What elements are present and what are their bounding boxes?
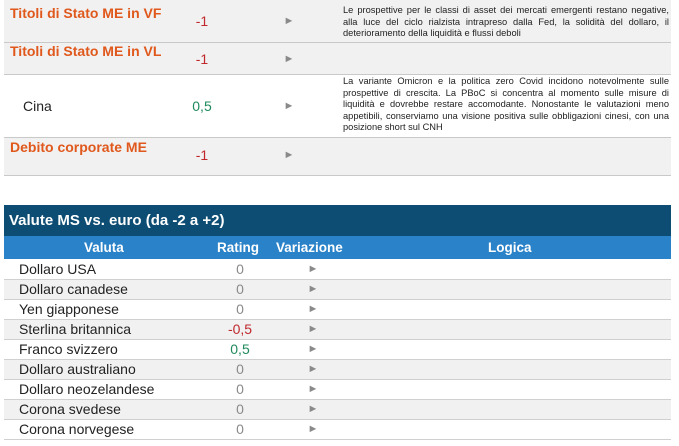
currency-rating: 0 [236,361,244,377]
play-arrow-icon: ► [307,383,319,395]
table-row [4,260,671,279]
play-arrow-icon: ► [307,323,319,335]
currency-name: Dollaro USA [19,261,97,277]
header-currency: Valuta [84,240,124,255]
header-logic: Logica [488,240,532,255]
bond-rating: -1 [195,13,209,29]
currency-rating: 0 [236,421,244,437]
play-arrow-icon: ► [283,15,295,27]
currency-rating: -0,5 [227,321,253,337]
currency-rating: 0 [236,281,244,297]
bond-name: Titoli di Stato ME in VF [10,5,162,21]
play-arrow-icon: ► [307,403,319,415]
row-divider [4,175,671,176]
currency-name: Sterlina britannica [19,321,132,337]
play-arrow-icon: ► [283,100,295,112]
row-divider [4,439,671,440]
play-arrow-icon: ► [307,263,319,275]
currency-table-title-bar [4,205,671,236]
bond-rating: 0,5 [192,98,212,114]
currency-rating: 0 [236,301,244,317]
currency-name: Dollaro neozelandese [19,381,155,397]
currency-rating: 0 [236,381,244,397]
bond-name: Titoli di Stato ME in VL [10,43,162,59]
currency-table-title: Valute MS vs. euro (da -2 a +2) [9,212,225,229]
currency-name: Corona svedese [19,401,121,417]
bond-logic: Le prospettive per le classi di asset dei mercati emergenti restano negative, alla luce del ciclo rialzista intrapreso dalla Fed, la solidità del dollaro, il deterioramento della liquidità e flussi deboli [343,5,669,38]
play-arrow-icon: ► [283,53,295,65]
play-arrow-icon: ► [307,283,319,295]
currency-table-header [4,236,671,259]
currency-rating: 0 [236,401,244,417]
bond-logic: La variante Omicron e la politica zero Covid incidono notevolmente sulle prospettive di crescita. La PBoC si concentra al momento sulle misure di liquidità e dovrebbe restare accomodante. Nonostante le valutazioni meno appetibili, conserviamo una visione positiva sulle obbligazioni cinesi, con una posizione short sul CNH [343,76,669,132]
play-arrow-icon: ► [307,423,319,435]
header-rating: Rating [217,240,259,255]
currency-name: Dollaro australiano [19,361,136,377]
currency-name: Dollaro canadese [19,281,128,297]
row-divider [4,74,671,75]
header-change: Variazione [276,240,343,255]
play-arrow-icon: ► [307,303,319,315]
bond-name: Cina [23,98,52,114]
play-arrow-icon: ► [283,149,295,161]
bond-rating: -1 [195,147,209,163]
bond-name: Debito corporate ME [10,139,147,155]
currency-name: Franco svizzero [19,341,118,357]
currency-name: Yen giapponese [19,301,119,317]
currency-name: Corona norvegese [19,421,135,437]
bond-rating: -1 [195,51,209,67]
currency-rating: 0,5 [230,341,250,357]
play-arrow-icon: ► [307,343,319,355]
play-arrow-icon: ► [307,363,319,375]
currency-rating: 0 [236,261,244,277]
